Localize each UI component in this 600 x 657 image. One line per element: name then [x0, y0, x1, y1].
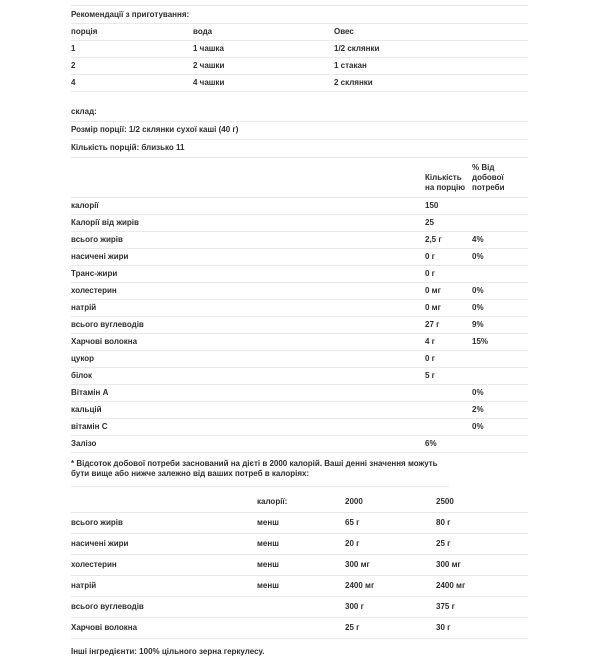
- dv-label: насичені жири: [71, 539, 129, 548]
- dv-label: всього вуглеводів: [71, 602, 144, 611]
- nutrient-dv: 0%: [472, 303, 484, 312]
- dv-row-total-fat: [71, 513, 528, 534]
- nutrient-row-calcium: [71, 402, 528, 419]
- nutrition-header-row: [71, 158, 528, 198]
- dv-label: натрій: [71, 581, 97, 590]
- prep-col-portion: порція: [71, 27, 98, 36]
- dv-value-2500: 30 г: [436, 623, 451, 632]
- nutrient-row-total-fat: [71, 232, 528, 249]
- nutrient-amount: 0 г: [425, 269, 436, 278]
- prep-portion-value: 2: [71, 61, 76, 70]
- dv-qualifier: менш: [257, 581, 279, 590]
- dv-value-2500: 25 г: [436, 539, 451, 548]
- amount-per-serving-header: Кількість на порцію: [425, 173, 466, 192]
- nutrient-row-calories-from-fat: [71, 215, 528, 232]
- nutrition-info-page: [71, 0, 528, 657]
- prep-water-value: 4 чашки: [193, 78, 225, 87]
- prep-water-value: 1 чашка: [193, 44, 224, 53]
- prep-row: [71, 41, 528, 58]
- nutrient-dv: 0%: [472, 422, 484, 431]
- dv-qualifier: менш: [257, 560, 279, 569]
- dv-label: Харчові волокна: [71, 623, 138, 632]
- nutrient-row-dietary-fiber: [71, 334, 528, 351]
- daily-value-footnote: * Відсоток добової потреби заснований на дієті в 2000 калорій. Ваші денні значення можуть бути вище або нижче залежно від ваших потреб в калоріях:: [71, 453, 449, 487]
- prep-portion-value: 1: [71, 44, 76, 53]
- dv-value-2500: 80 г: [436, 518, 451, 527]
- dv-value-2000: 300 мг: [345, 560, 370, 569]
- nutrient-row-vitamin-a: [71, 385, 528, 402]
- nutrient-amount: 5 г: [425, 371, 436, 380]
- nutrient-row-iron: [71, 436, 528, 453]
- nutrient-row-saturated-fat: [71, 249, 528, 266]
- nutrient-row-calories: [71, 198, 528, 215]
- dv-row-saturated-fat: [71, 534, 528, 555]
- nutrient-row-sugar: [71, 351, 528, 368]
- nutrient-amount: 25: [425, 218, 434, 227]
- nutrient-label: Залізо: [71, 439, 97, 448]
- dv-value-2000: 25 г: [345, 623, 360, 632]
- nutrient-row-cholesterol: [71, 283, 528, 300]
- dv-value-2000: 2400 мг: [345, 581, 375, 590]
- nutrient-label: кальцій: [71, 405, 102, 414]
- nutrient-label: натрій: [71, 303, 97, 312]
- nutrient-label: Вітамін A: [71, 388, 109, 397]
- daily-values-table: [71, 492, 528, 639]
- nutrient-label: Калорії від жирів: [71, 218, 139, 227]
- dv-qualifier: [257, 606, 345, 608]
- nutrient-dv: 15%: [472, 337, 489, 346]
- dv-header-spacer: [71, 501, 257, 503]
- nutrient-label: калорії: [71, 201, 99, 210]
- dv-qualifier: менш: [257, 539, 279, 548]
- nutrient-amount: 0 г: [425, 354, 436, 363]
- dv-row-sodium: [71, 576, 528, 597]
- nutrient-row-trans-fat: [71, 266, 528, 283]
- nutrient-dv: 0%: [472, 252, 484, 261]
- nutrient-label: всього вуглеводів: [71, 320, 144, 329]
- dv-calories-label: калорії:: [257, 497, 288, 506]
- nutrient-row-total-carbs: [71, 317, 528, 334]
- dv-value-2000: 20 г: [345, 539, 360, 548]
- nutrient-label: насичені жири: [71, 252, 129, 261]
- dv-label: всього жирів: [71, 518, 123, 527]
- prep-oats-value: 1 стакан: [334, 61, 367, 70]
- prep-col-oats: Овес: [334, 27, 354, 36]
- nutrient-label: Транс-жири: [71, 269, 118, 278]
- servings-per-container: Кількість порцій: близько 11: [71, 140, 528, 158]
- nutrient-label: холестерин: [71, 286, 117, 295]
- prep-row: [71, 58, 528, 75]
- nutrient-dv: 9%: [472, 320, 484, 329]
- nutrient-dv: 2%: [472, 405, 484, 414]
- dv-value-2500: 2400 мг: [436, 581, 466, 590]
- prep-water-value: 2 чашки: [193, 61, 225, 70]
- dv-col-2000: 2000: [345, 497, 363, 506]
- daily-value-header: % Від добової потреби: [472, 163, 505, 192]
- preparation-table: [71, 24, 528, 92]
- dv-header-row: [71, 492, 528, 513]
- nutrient-label: всього жирів: [71, 235, 123, 244]
- nutrient-dv: 4%: [472, 235, 484, 244]
- nutrient-row-protein: [71, 368, 528, 385]
- nutrient-amount: 150: [425, 201, 439, 210]
- nutrient-amount: 0 мг: [425, 286, 441, 295]
- nutrient-label: цукор: [71, 354, 95, 363]
- prep-portion-value: 4: [71, 78, 76, 87]
- nutrient-amount: 0 мг: [425, 303, 441, 312]
- dv-row-cholesterol: [71, 555, 528, 576]
- prep-col-water: вода: [193, 27, 213, 36]
- prep-header-row: [71, 24, 528, 41]
- dv-qualifier: [257, 627, 345, 629]
- dv-value-2000: 65 г: [345, 518, 360, 527]
- nutrient-label: Харчові волокна: [71, 337, 138, 346]
- dv-value-2000: 300 г: [345, 602, 364, 611]
- composition-label: склад:: [71, 104, 528, 122]
- nutrient-dv: 0%: [472, 388, 484, 397]
- dv-row-dietary-fiber: [71, 618, 528, 639]
- dv-value-2500: 375 г: [436, 602, 455, 611]
- nutrition-facts-table: [71, 158, 528, 453]
- serving-size: Розмір порції: 1/2 склянки сухої каші (40 г): [71, 122, 528, 140]
- dv-qualifier: менш: [257, 518, 279, 527]
- nutrient-amount: 2,5 г: [425, 235, 442, 244]
- dv-label: холестерин: [71, 560, 117, 569]
- section-gap: [71, 92, 528, 104]
- nutrient-row-vitamin-c: [71, 419, 528, 436]
- nutrient-row-sodium: [71, 300, 528, 317]
- prep-oats-value: 2 склянки: [334, 78, 373, 87]
- prep-oats-value: 1/2 склянки: [334, 44, 380, 53]
- nutrient-dv: 0%: [472, 286, 484, 295]
- nutrient-amount: 6%: [425, 439, 437, 448]
- prep-row: [71, 75, 528, 92]
- dv-value-2500: 300 мг: [436, 560, 461, 569]
- other-ingredients: Інші інгредієнти: 100% цільного зерна геркулесу.: [71, 647, 265, 656]
- nutrient-label: вітамін C: [71, 422, 108, 431]
- nutrient-amount: 0 г: [425, 252, 436, 261]
- nutrient-label: білок: [71, 371, 93, 380]
- dv-col-2500: 2500: [436, 497, 454, 506]
- nutrient-amount: 27 г: [425, 320, 440, 329]
- preparation-title: Рекомендації з приготування:: [71, 6, 528, 24]
- nutrient-amount: 4 г: [425, 337, 436, 346]
- dv-row-total-carbs: [71, 597, 528, 618]
